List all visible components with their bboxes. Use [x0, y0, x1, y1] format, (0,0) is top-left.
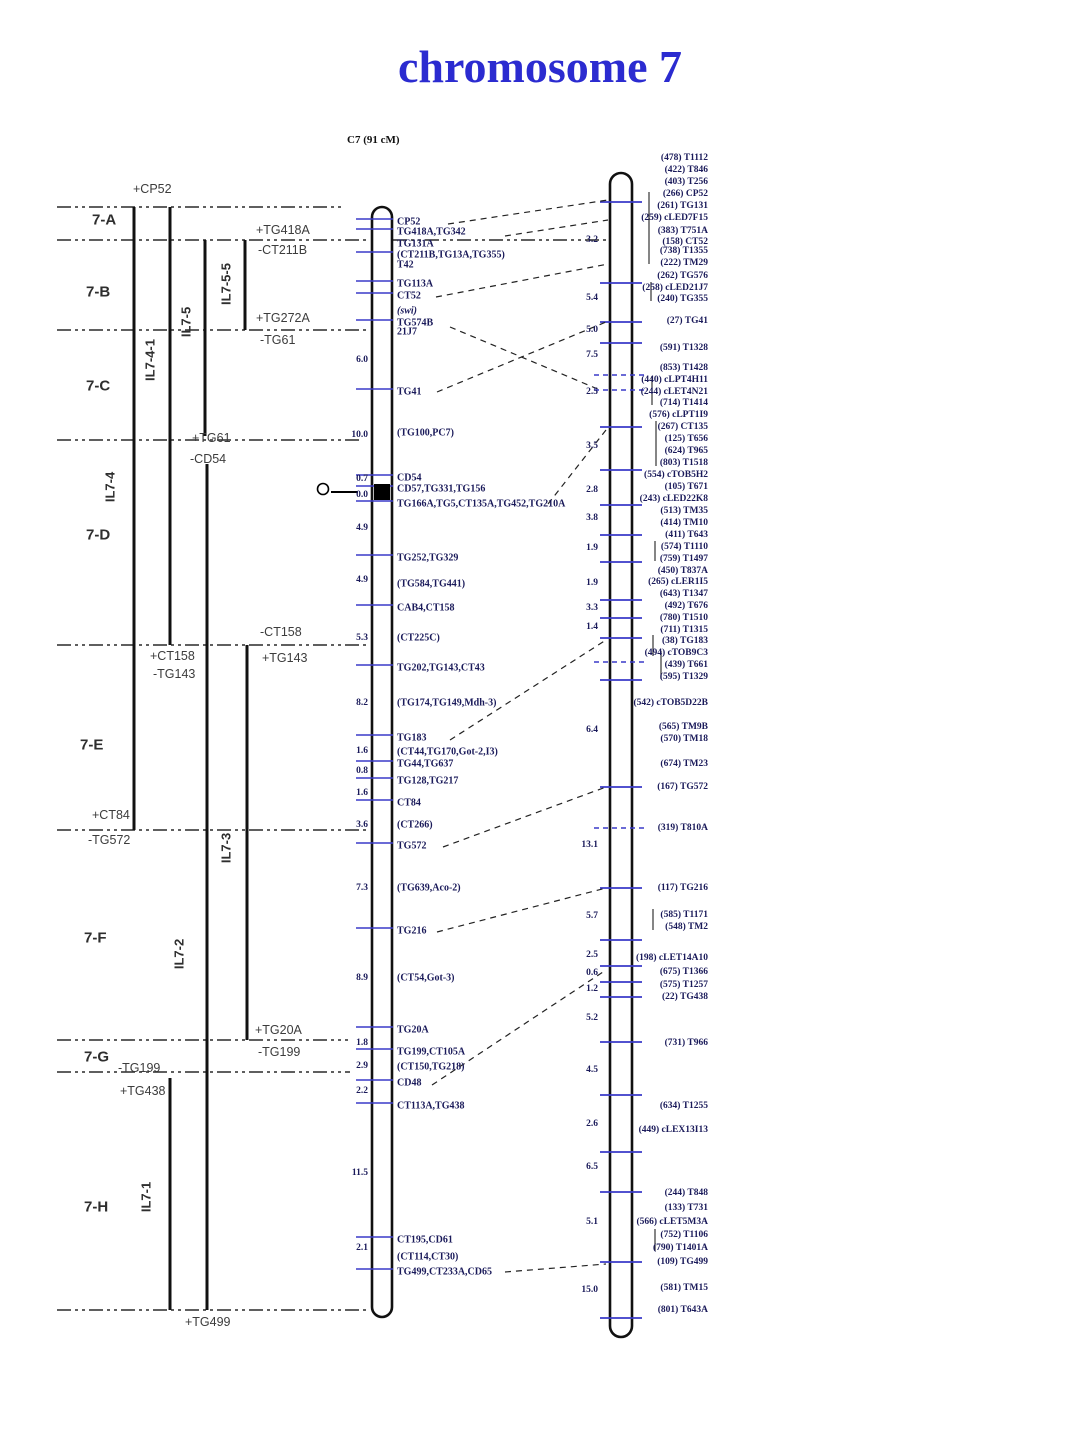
il-label-IL7-1: IL7-1 — [138, 1181, 154, 1213]
right-distance-value: 2.8 — [586, 485, 598, 495]
right-marker-label: (38) TG183 — [661, 636, 708, 646]
mid-distance-value: 6.0 — [356, 355, 368, 365]
il-boundary-marker: +TG143 — [262, 651, 308, 665]
mid-marker-label: (CT266) — [397, 819, 433, 831]
right-distance-value: 3.8 — [586, 513, 598, 523]
right-distance-value: 5.1 — [586, 1217, 598, 1227]
mid-marker-label: TG216 — [397, 925, 427, 937]
right-marker-label: (411) T643 — [665, 530, 708, 540]
right-distance-value: 2.5 — [586, 387, 598, 397]
right-marker-label: (117) TG216 — [657, 883, 708, 893]
right-marker-label: (759) T1497 — [659, 554, 708, 564]
right-marker-label: (513) TM35 — [660, 506, 708, 516]
mid-distance-value: 8.2 — [356, 698, 368, 708]
mid-marker-label: TG574B — [397, 317, 434, 329]
mid-marker-label: TG20A — [397, 1024, 429, 1036]
il-label-IL7-4-1: IL7-4-1 — [142, 339, 158, 381]
right-marker-label: (542) cTOB5D22B — [633, 698, 708, 708]
right-marker-label: (752) T1106 — [660, 1230, 708, 1240]
il-boundary-marker: +TG499 — [185, 1315, 231, 1329]
mid-marker-label: 21J7 — [397, 326, 417, 338]
page-title: chromosome 7 — [397, 41, 683, 92]
centromere-box — [374, 484, 390, 500]
centromere-circle-icon — [318, 484, 329, 495]
right-marker-label: (576) cLPT1I9 — [649, 410, 708, 420]
right-distance-value: 5.4 — [586, 293, 598, 303]
mid-marker-label: TG572 — [397, 840, 427, 852]
il-boundary-marker: +CT158 — [150, 649, 195, 663]
mid-marker-label: CT195,CD61 — [397, 1234, 453, 1246]
right-marker-label: (259) cLED7F15 — [641, 213, 708, 223]
mid-marker-label: (TG174,TG149,Mdh-3) — [397, 697, 497, 709]
right-marker-label: (595) T1329 — [659, 672, 708, 682]
right-marker-label: (266) CP52 — [662, 189, 708, 199]
mid-distance-value: 0.8 — [356, 766, 368, 776]
il-boundary-marker: -CT211B — [258, 243, 308, 257]
mid-distance-value: 8.9 — [356, 973, 368, 983]
right-marker-label: (133) T731 — [664, 1203, 708, 1213]
right-marker-label: (591) T1328 — [659, 343, 708, 353]
right-marker-label: (675) T1366 — [659, 967, 708, 977]
mid-marker-label: TG113A — [397, 278, 434, 290]
right-marker-label: (244) T848 — [664, 1188, 708, 1198]
mid-marker-label: CT84 — [397, 797, 421, 809]
right-distance-value: 3.5 — [586, 441, 598, 451]
il-boundary-marker: -CD54 — [190, 452, 227, 466]
right-marker-label: (22) TG438 — [661, 992, 708, 1002]
il-label-IL7-2: IL7-2 — [171, 938, 187, 970]
right-marker-label: (440) cLPT4H11 — [641, 375, 708, 385]
il-label-IL7-5: IL7-5 — [178, 306, 194, 338]
section-label-7-H: 7-H — [84, 1198, 109, 1216]
right-marker-label: (566) cLET5M3A — [636, 1217, 708, 1227]
right-marker-label: (403) T256 — [664, 177, 708, 187]
right-marker-label: (450) T837A — [657, 566, 708, 576]
right-marker-label: (853) T1428 — [659, 363, 708, 373]
mid-marker-label: (CT150,TG218) — [397, 1061, 465, 1073]
mid-chromosome-bar — [372, 207, 392, 1317]
il-boundary-marker: -TG199 — [258, 1045, 301, 1059]
right-marker-label: (634) T1255 — [659, 1101, 708, 1111]
right-marker-label: (565) TM9B — [658, 722, 708, 732]
mid-marker-label: CAB4,CT158 — [397, 602, 455, 614]
section-label-7-F: 7-F — [84, 929, 107, 947]
mid-marker-label: TG199,CT105A — [397, 1046, 466, 1058]
right-distance-value: 2.5 — [586, 950, 598, 960]
il-label-IL7-4: IL7-4 — [102, 471, 118, 503]
il-boundary-marker: -CT158 — [260, 625, 302, 639]
il-boundary-marker: -TG572 — [88, 833, 131, 847]
mid-marker-label: TG128,TG217 — [397, 775, 459, 787]
right-marker-label: (714) T1414 — [659, 398, 708, 408]
right-marker-label: (244) cLET4N21 — [640, 387, 708, 397]
right-marker-label: (198) cLET14A10 — [635, 953, 708, 963]
mid-marker-label: TG418A,TG342 — [397, 226, 466, 238]
il-boundary-marker: +TG438 — [120, 1084, 166, 1098]
right-marker-label: (167) TG572 — [657, 782, 708, 792]
mid-marker-label: (TG639,Aco-2) — [397, 882, 461, 894]
right-distance-value: 3.3 — [586, 603, 598, 613]
section-label-7-C: 7-C — [86, 377, 111, 395]
mid-marker-label: CD48 — [397, 1077, 422, 1089]
right-distance-value: 0.6 — [586, 968, 598, 978]
right-marker-label: (258) cLED21J7 — [642, 283, 708, 293]
mid-marker-label: (TG584,TG441) — [397, 578, 466, 590]
il-boundary-marker: -TG143 — [153, 667, 196, 681]
right-distance-value: 1.9 — [586, 543, 598, 553]
il-boundary-marker: +TG272A — [256, 311, 310, 325]
il-boundary-marker: +TG61 — [192, 431, 231, 445]
mid-marker-label: (CT211B,TG13A,TG355) — [397, 249, 505, 261]
mid-marker-label: TG252,TG329 — [397, 552, 459, 564]
right-marker-label: (624) T965 — [664, 446, 708, 456]
right-marker-label: (449) cLEX13I13 — [638, 1125, 708, 1135]
right-marker-label: (439) T661 — [664, 660, 708, 670]
right-marker-label: (243) cLED22K8 — [639, 494, 708, 504]
il-label-IL7-3: IL7-3 — [218, 832, 234, 864]
mid-distance-value: 1.6 — [356, 788, 368, 798]
mid-marker-label: TG499,CT233A,CD65 — [397, 1266, 493, 1278]
chromosome-header: C7 (91 cM) — [347, 134, 400, 146]
mid-marker-label: TG183 — [397, 732, 427, 744]
mid-distance-value: 0.7 — [356, 474, 368, 484]
right-marker-label: (581) TM15 — [660, 1283, 708, 1293]
mid-marker-label: (swi) — [397, 305, 417, 317]
right-distance-value: 4.5 — [586, 1065, 598, 1075]
right-marker-label: (674) TM23 — [660, 759, 708, 769]
right-marker-label: (109) TG499 — [657, 1257, 708, 1267]
right-marker-label: (158) CT52 — [662, 237, 708, 247]
right-marker-label: (105) T671 — [664, 482, 708, 492]
il-boundary-marker: +CT84 — [92, 808, 130, 822]
mid-distance-value: 3.6 — [356, 820, 368, 830]
mid-distance-value: 1.6 — [356, 746, 368, 756]
mid-marker-label: CD54 — [397, 472, 422, 484]
right-marker-label: (27) TG41 — [666, 316, 708, 326]
right-distance-value: 5.0 — [586, 325, 598, 335]
mid-distance-value: 2.2 — [356, 1086, 368, 1096]
right-distance-value: 1.4 — [586, 622, 598, 632]
mid-marker-label: TG202,TG143,CT43 — [397, 662, 485, 674]
right-marker-label: (240) TG355 — [657, 294, 708, 304]
right-distance-value: 13.1 — [581, 840, 598, 850]
mid-marker-label: T42 — [397, 259, 414, 271]
right-marker-label: (585) T1171 — [660, 910, 708, 920]
il-label-IL7-5-5: IL7-5-5 — [218, 263, 234, 305]
right-marker-label: (319) T810A — [657, 823, 708, 833]
il-boundary-marker: +TG418A — [256, 223, 310, 237]
mid-distance-value: 4.9 — [356, 523, 368, 533]
section-label-7-A: 7-A — [92, 211, 117, 229]
section-label-7-G: 7-G — [84, 1048, 110, 1066]
il-boundary-marker: -TG199 — [118, 1061, 161, 1075]
section-label-7-E: 7-E — [80, 736, 104, 754]
right-marker-label: (643) T1347 — [659, 589, 708, 599]
il-boundary-marker: -TG61 — [260, 333, 296, 347]
right-distance-value: 5.7 — [586, 911, 598, 921]
section-label-7-D: 7-D — [86, 526, 111, 544]
right-distance-value: 3.2 — [586, 235, 598, 245]
right-marker-label: (790) T1401A — [653, 1243, 708, 1253]
right-distance-value: 1.9 — [586, 578, 598, 588]
mid-distance-value: 2.9 — [356, 1061, 368, 1071]
right-marker-label: (125) T656 — [664, 434, 708, 444]
mid-distance-value: 10.0 — [351, 430, 368, 440]
mid-marker-label: CP52 — [397, 216, 421, 228]
right-marker-label: (261) TG131 — [657, 201, 708, 211]
right-marker-label: (575) T1257 — [659, 980, 708, 990]
mid-distance-value: 5.3 — [356, 633, 368, 643]
right-marker-label: (711) T1315 — [660, 625, 708, 635]
right-marker-label: (383) T751A — [657, 226, 708, 236]
il-boundary-marker: +TG20A — [255, 1023, 302, 1037]
mid-distance-value: 1.8 — [356, 1038, 368, 1048]
mid-marker-label: (CT225C) — [397, 632, 440, 644]
right-marker-label: (265) cLER1I5 — [648, 577, 708, 587]
right-marker-label: (780) T1510 — [659, 613, 708, 623]
mid-marker-label: (TG100,PC7) — [397, 427, 454, 439]
right-marker-label: (801) T643A — [657, 1305, 708, 1315]
right-distance-value: 2.6 — [586, 1119, 598, 1129]
mid-marker-label: (CT54,Got-3) — [397, 972, 455, 984]
mid-marker-label: (CT44,TG170,Got-2,I3) — [397, 746, 498, 758]
section-label-7-B: 7-B — [86, 283, 111, 301]
right-marker-label: (548) TM2 — [665, 922, 708, 932]
il-boundary-marker: +CP52 — [133, 182, 172, 196]
right-distance-value: 6.5 — [586, 1162, 598, 1172]
mid-distance-value: 2.1 — [356, 1243, 368, 1253]
right-marker-label: (574) T1110 — [660, 542, 708, 552]
mid-distance-value: 11.5 — [351, 1168, 368, 1178]
mid-marker-label: CT52 — [397, 290, 421, 302]
right-marker-label: (494) cTOB9C3 — [644, 648, 708, 658]
mid-marker-label: CD57,TG331,TG156 — [397, 483, 486, 495]
right-marker-label: (554) cTOB5H2 — [644, 470, 708, 480]
mid-distance-value: 7.3 — [356, 883, 368, 893]
right-marker-label: (738) T1355 — [659, 246, 708, 256]
right-marker-label: (222) TM29 — [660, 258, 708, 268]
right-marker-label: (414) TM10 — [660, 518, 708, 528]
right-distance-value: 15.0 — [581, 1285, 598, 1295]
right-marker-label: (570) TM18 — [660, 734, 708, 744]
mid-marker-label: TG44,TG637 — [397, 758, 454, 770]
map-connector-line — [443, 787, 606, 847]
mid-distance-value: 0.0 — [356, 490, 368, 500]
mid-marker-label: TG166A,TG5,CT135A,TG452,TG210A — [397, 498, 566, 510]
right-marker-label: (267) CT135 — [657, 422, 708, 432]
mid-marker-label: (CT114,CT30) — [397, 1251, 459, 1263]
mid-distance-value: 4.9 — [356, 575, 368, 585]
right-marker-label: (262) TG576 — [657, 271, 708, 281]
right-marker-label: (803) T1518 — [659, 458, 708, 468]
right-distance-value: 6.4 — [586, 725, 598, 735]
right-marker-label: (731) T966 — [664, 1038, 708, 1048]
mid-marker-label: TG131A — [397, 238, 434, 250]
mid-marker-label: TG41 — [397, 386, 422, 398]
right-marker-label: (492) T676 — [664, 601, 708, 611]
right-marker-label: (478) T1112 — [660, 153, 708, 163]
mid-marker-label: CT113A,TG438 — [397, 1100, 465, 1112]
right-marker-label: (422) T846 — [664, 165, 708, 175]
right-distance-value: 5.2 — [586, 1013, 598, 1023]
right-distance-value: 1.2 — [586, 984, 598, 994]
right-distance-value: 7.5 — [586, 350, 598, 360]
